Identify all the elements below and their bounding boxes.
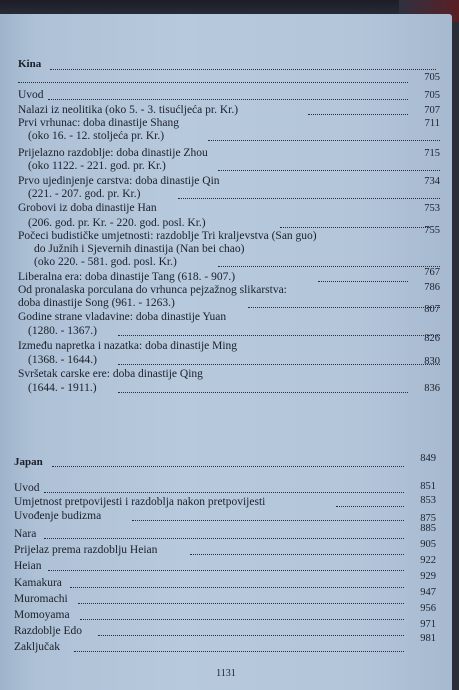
leader-dots: [118, 392, 408, 393]
section-heading-page: 849: [420, 453, 436, 464]
toc-entry-page: 905: [420, 539, 436, 550]
toc-entry-page: 922: [420, 555, 436, 566]
toc-entry-page: 734: [424, 176, 440, 187]
toc-entry-continuation: (1368. - 1644.): [28, 354, 97, 366]
toc-entry-continuation: (oko 16. - 12. stoljeća pr. Kr.): [28, 130, 165, 142]
leader-dots: [18, 82, 408, 83]
leader-dots: [48, 570, 404, 571]
toc-entry-title: Zaključak: [14, 641, 60, 653]
leader-dots: [280, 227, 430, 228]
toc-entry-page: 705: [424, 90, 440, 101]
toc-entry-page: 981: [420, 633, 436, 644]
leader-dots: [70, 587, 404, 588]
toc-entry-page: 755: [424, 225, 440, 236]
leader-dots: [80, 619, 404, 620]
toc-entry-page: 830: [424, 356, 440, 367]
toc-entry-page: 971: [420, 619, 436, 630]
toc-entry-title: Počeci budističke umjetnosti: razdoblje Tri kraljevstva (San guo): [18, 230, 317, 242]
leader-dots: [178, 198, 440, 199]
toc-entry-continuation: (1644. - 1911.): [28, 382, 97, 394]
toc-entry-page: 767: [424, 267, 440, 278]
toc-entry-page: 786: [424, 282, 440, 293]
leader-dots: [308, 114, 408, 115]
section-heading: Kina: [18, 58, 42, 70]
toc-entry-continuation: (221. - 207. god. pr. Kr.): [28, 188, 141, 200]
toc-entry-title: Nalazi iz neolitika (oko 5. - 3. tisućljeća pr. Kr.): [18, 104, 239, 116]
leader-dots: [118, 364, 440, 365]
toc-entry-page: 826: [424, 333, 440, 344]
leader-dots: [218, 170, 440, 171]
toc-entry-title: Nara: [14, 528, 37, 540]
leader-dots: [44, 492, 404, 493]
toc-entry-title: Između napretka i nazatka: doba dinastije Ming: [18, 340, 238, 352]
toc-entry-continuation: (1280. - 1367.): [28, 325, 97, 337]
leader-dots: [190, 554, 404, 555]
leader-dots: [78, 603, 404, 604]
toc-entry-page: 956: [420, 603, 436, 614]
toc-entry-title: Godine strane vladavine: doba dinastije Yuan: [18, 311, 227, 323]
toc-entry-title: Uvod: [18, 89, 44, 101]
toc-entry-title: Momoyama: [14, 609, 70, 621]
toc-entry-title: Od pronalaska porculana do vrhunca pejzažnog slikarstva:: [18, 284, 287, 296]
leader-dots: [98, 635, 404, 636]
toc-entry-page: 807: [424, 304, 440, 315]
toc-entry-title: Muromachi: [14, 593, 68, 605]
toc-entry-title: Umjetnost pretpovijesti i razdoblja nakon pretpovijesti: [14, 496, 266, 508]
toc-entry-title: Razdoblje Edo: [14, 625, 83, 637]
toc-entry-page: 875: [420, 513, 436, 524]
toc-entry-page: 753: [424, 203, 440, 214]
toc-entry-title: Prvi vrhunac: doba dinastije Shang: [18, 117, 179, 129]
toc-entry-page: 711: [424, 118, 440, 129]
toc-entry-title: Uvod: [14, 482, 40, 494]
toc-entry-title: Prijelaz prema razdoblju Heian: [14, 544, 158, 556]
leader-dots: [132, 520, 404, 521]
leader-dots: [50, 69, 436, 70]
leader-dots: [248, 307, 440, 308]
section-heading-page: 705: [424, 72, 440, 83]
leader-dots: [118, 335, 440, 336]
leader-dots: [218, 266, 440, 267]
toc-entry-continuation: (oko 1122. - 221. god. pr. Kr.): [28, 160, 166, 172]
toc-entry-page: 853: [420, 495, 436, 506]
toc-entry-page: 947: [420, 587, 436, 598]
toc-entry-page: 929: [420, 571, 436, 582]
toc-entry-continuation: (oko 220. - 581. god. posl. Kr.): [34, 256, 177, 268]
leader-dots: [208, 140, 440, 141]
leader-dots: [336, 506, 404, 507]
leader-dots: [318, 281, 408, 282]
leader-dots: [44, 538, 404, 539]
toc-entry-title: Liberalna era: doba dinastije Tang (618. - 907.): [18, 271, 236, 283]
toc-entry-title: Prijelazno razdoblje: doba dinastije Zhou: [18, 147, 208, 159]
toc-entry-title: Heian: [14, 560, 42, 572]
leader-dots: [48, 99, 408, 100]
leader-dots: [52, 466, 404, 467]
book-page: [0, 14, 452, 690]
toc-entry-continuation: do Južnih i Sjevernih dinastija (Nan bei chao): [34, 243, 245, 255]
toc-entry-title: Kamakura: [14, 577, 62, 589]
toc-entry-title: Grobovi iz doba dinastije Han: [18, 202, 157, 214]
toc-entry-page: 851: [420, 481, 436, 492]
toc-entry-page: 715: [424, 148, 440, 159]
toc-entry-title: Uvođenje budizma: [14, 510, 102, 522]
toc-entry-page: 836: [424, 383, 440, 394]
toc-entry-title: Svršetak carske ere: doba dinastije Qing: [18, 368, 203, 380]
section-heading: Japan: [14, 456, 43, 468]
toc-entry-continuation: (206. god. pr. Kr. - 220. god. posl. Kr.): [28, 217, 206, 229]
toc-entry-page: 707: [424, 105, 440, 116]
toc-entry-title: Prvo ujedinjenje carstva: doba dinastije Qin: [18, 175, 220, 187]
toc-entry-continuation: doba dinastije Song (961. - 1263.): [18, 297, 175, 309]
toc-entry-page: 885: [420, 523, 436, 534]
page-number: 1131: [216, 668, 236, 679]
leader-dots: [74, 651, 404, 652]
